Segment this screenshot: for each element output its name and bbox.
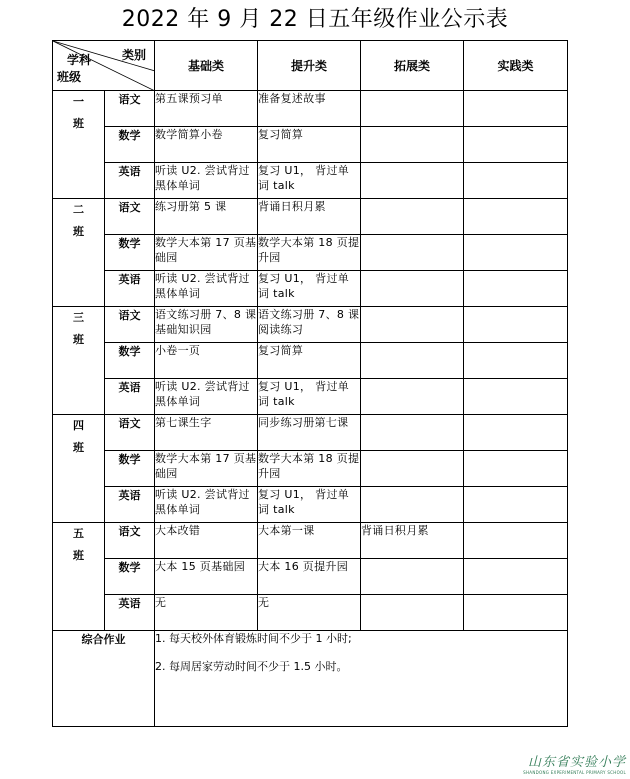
homework-cell (361, 199, 464, 235)
homework-cell: 语文练习册 7、8 课阅读练习 (258, 307, 361, 343)
homework-cell: 准备复述故事 (258, 91, 361, 127)
table-row (53, 559, 568, 595)
homework-cell: 大本 15 页基础园 (155, 559, 258, 595)
homework-cell: 数学大本第 18 页提升园 (258, 451, 361, 487)
homework-cell: 大本改错 (155, 523, 258, 559)
header-row (53, 41, 568, 91)
corner-cell (53, 41, 155, 91)
table-row (53, 523, 568, 559)
homework-cell: 背诵日积月累 (361, 523, 464, 559)
homework-cell (361, 235, 464, 271)
subject-cell: 英语 (105, 379, 155, 415)
homework-cell: 复习简算 (258, 343, 361, 379)
corner-category-label: 类别 (121, 48, 146, 62)
homework-cell (464, 307, 568, 343)
homework-cell: 数学简算小卷 (155, 127, 258, 163)
homework-cell: 同步练习册第七课 (258, 415, 361, 451)
subject-cell: 语文 (105, 415, 155, 451)
homework-cell: 无 (155, 595, 258, 631)
table-row (53, 307, 568, 343)
class-name-cell: 四 班 (53, 415, 105, 523)
school-logo (523, 751, 626, 775)
summary-label: 综合作业 (53, 631, 155, 727)
subject-cell: 数学 (105, 559, 155, 595)
homework-cell: 第五课预习单 (155, 91, 258, 127)
homework-cell: 听读 U2. 尝试背过黑体单词 (155, 163, 258, 199)
homework-cell (361, 163, 464, 199)
subject-cell: 英语 (105, 163, 155, 199)
table-row (53, 163, 568, 199)
table-row (53, 379, 568, 415)
col-header-practice: 实践类 (464, 41, 568, 91)
homework-cell: 无 (258, 595, 361, 631)
class-name-cell: 五 班 (53, 523, 105, 631)
homework-cell (361, 91, 464, 127)
homework-cell (464, 127, 568, 163)
corner-class-label: 班级 (57, 70, 82, 84)
homework-cell (361, 595, 464, 631)
homework-cell (464, 487, 568, 523)
table-row (53, 235, 568, 271)
col-header-basic: 基础类 (155, 41, 258, 91)
subject-cell: 数学 (105, 343, 155, 379)
homework-cell: 练习册第 5 课 (155, 199, 258, 235)
table-row (53, 91, 568, 127)
homework-cell (464, 343, 568, 379)
summary-line: 1. 每天校外体育锻炼时间不少于 1 小时; (155, 632, 352, 645)
school-logo-english: SHANDONG EXPERIMENTAL PRIMARY SCHOOL (523, 770, 626, 775)
school-logo-name: 山东省实验小学 (527, 755, 626, 770)
summary-content (155, 631, 568, 727)
homework-cell (361, 343, 464, 379)
homework-cell: 数学大本第 17 页基础园 (155, 235, 258, 271)
homework-cell: 数学大本第 17 页基础园 (155, 451, 258, 487)
homework-cell: 背诵日积月累 (258, 199, 361, 235)
subject-cell: 语文 (105, 199, 155, 235)
homework-cell (464, 595, 568, 631)
homework-cell (464, 523, 568, 559)
class-name-cell: 一 班 (53, 91, 105, 199)
homework-cell (361, 559, 464, 595)
col-header-advanced: 提升类 (258, 41, 361, 91)
subject-cell: 英语 (105, 595, 155, 631)
homework-cell (464, 415, 568, 451)
homework-cell: 复习 U1， 背过单词 talk (258, 379, 361, 415)
subject-cell: 英语 (105, 271, 155, 307)
homework-cell (464, 235, 568, 271)
table-row (53, 415, 568, 451)
homework-cell: 听读 U2. 尝试背过黑体单词 (155, 271, 258, 307)
class-name-cell: 二 班 (53, 199, 105, 307)
homework-cell: 小卷一页 (155, 343, 258, 379)
subject-cell: 语文 (105, 523, 155, 559)
homework-cell (464, 379, 568, 415)
table-row (53, 199, 568, 235)
homework-cell (361, 307, 464, 343)
homework-cell: 复习 U1， 背过单词 talk (258, 271, 361, 307)
subject-cell: 数学 (105, 451, 155, 487)
homework-table (52, 40, 568, 727)
table-row (53, 271, 568, 307)
class-name-cell: 三 班 (53, 307, 105, 415)
table-row (53, 595, 568, 631)
homework-cell (464, 271, 568, 307)
homework-cell: 语文练习册 7、8 课基础知识园 (155, 307, 258, 343)
homework-cell (361, 127, 464, 163)
subject-cell: 数学 (105, 235, 155, 271)
corner-subject-label: 学科 (67, 53, 92, 67)
homework-cell: 复习 U1， 背过单词 talk (258, 487, 361, 523)
homework-cell (464, 91, 568, 127)
homework-cell (361, 415, 464, 451)
homework-cell (361, 379, 464, 415)
homework-cell (464, 199, 568, 235)
col-header-extension: 拓展类 (361, 41, 464, 91)
subject-cell: 语文 (105, 91, 155, 127)
homework-cell (361, 487, 464, 523)
homework-cell: 数学大本第 18 页提升园 (258, 235, 361, 271)
subject-cell: 数学 (105, 127, 155, 163)
homework-cell (464, 559, 568, 595)
homework-cell (464, 163, 568, 199)
summary-line: 2. 每周居家劳动时间不少于 1.5 小时。 (155, 660, 348, 673)
homework-cell: 听读 U2. 尝试背过黑体单词 (155, 379, 258, 415)
subject-cell: 英语 (105, 487, 155, 523)
table-row (53, 127, 568, 163)
homework-cell (464, 451, 568, 487)
homework-cell (361, 271, 464, 307)
homework-cell: 复习简算 (258, 127, 361, 163)
page-title: 2022 年 9 月 22 日五年级作业公示表 (121, 7, 509, 32)
homework-cell: 复习 U1， 背过单词 talk (258, 163, 361, 199)
summary-row (53, 631, 568, 727)
homework-cell: 第七课生字 (155, 415, 258, 451)
table-row (53, 343, 568, 379)
homework-cell: 大本 16 页提升园 (258, 559, 361, 595)
table-row (53, 451, 568, 487)
homework-cell (361, 451, 464, 487)
homework-cell: 听读 U2. 尝试背过黑体单词 (155, 487, 258, 523)
homework-cell: 大本第一课 (258, 523, 361, 559)
subject-cell: 语文 (105, 307, 155, 343)
table-row (53, 487, 568, 523)
